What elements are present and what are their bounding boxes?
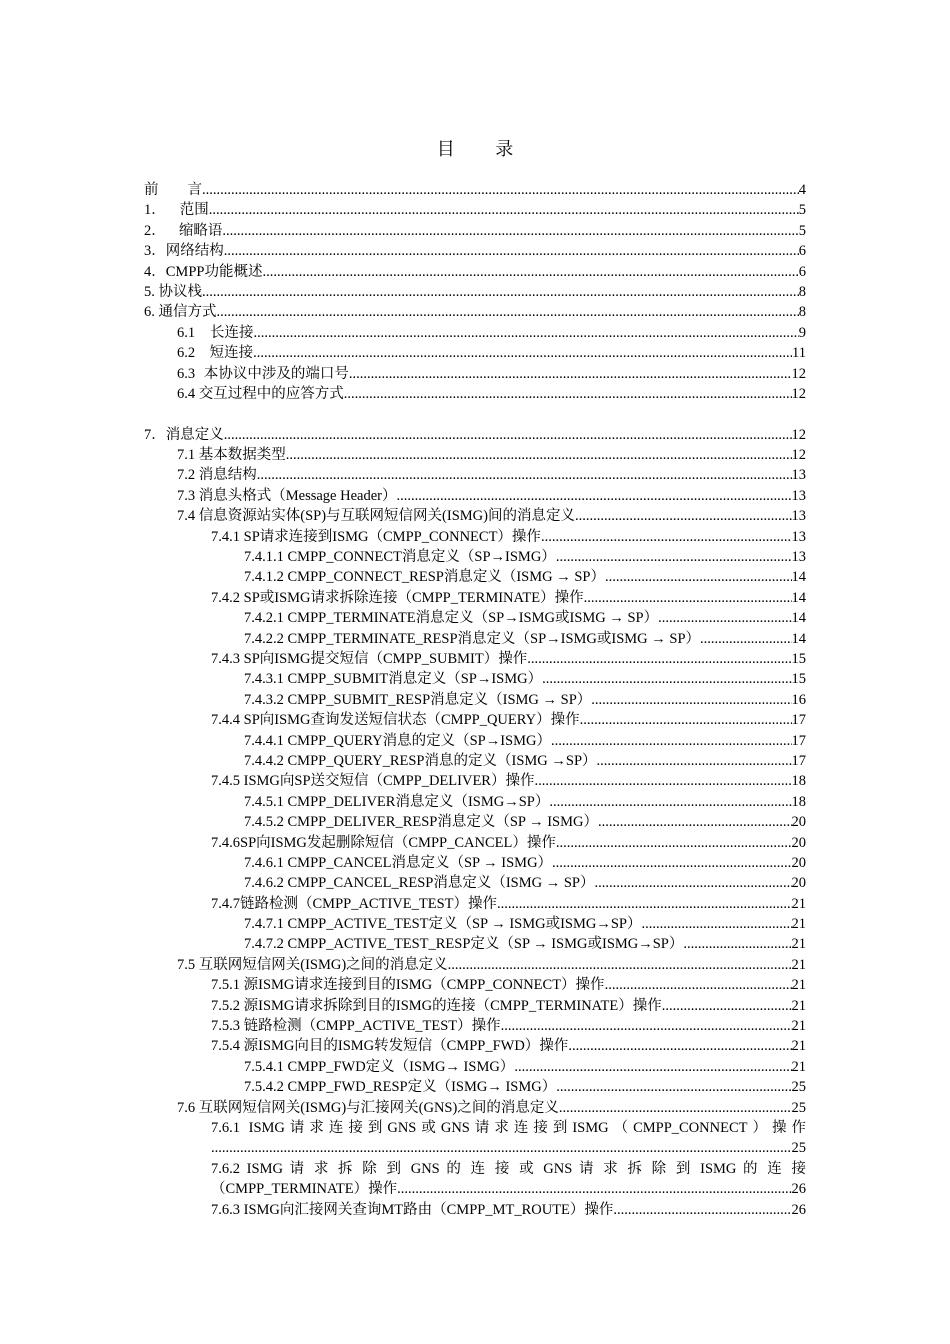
toc-entry-page: 11	[792, 345, 806, 362]
toc-entry-page: 21	[791, 997, 806, 1014]
toc-entry[interactable]	[144, 771, 806, 791]
toc-entry-text: 缩略语	[178, 222, 223, 239]
toc-entry-text: 7.4.4 SP向ISMG查询发送短信状态（CMPP_QUERY）操作	[211, 712, 580, 729]
toc-entry[interactable]	[144, 955, 806, 975]
toc-entry-page: 13	[791, 549, 806, 566]
toc-entry-text: 7.5.4.2 CMPP_FWD_RESP定义（ISMG→ ISMG）	[244, 1079, 557, 1096]
toc-entry-page: 16	[791, 691, 806, 708]
toc-entry-page: 12	[791, 447, 806, 464]
toc-entry-text: 7.6.3 ISMG向汇接网关查询MT路由（CMPP_MT_ROUTE）操作	[211, 1201, 614, 1218]
toc-entry[interactable]	[144, 1200, 806, 1220]
toc-entry-page: 20	[791, 834, 806, 851]
toc-entry[interactable]	[144, 751, 806, 771]
toc-entry-text: 7.4.5 ISMG向SP送交短信（CMPP_DELIVER）操作	[211, 773, 535, 790]
toc-entry[interactable]	[144, 833, 806, 853]
toc-entry[interactable]	[144, 323, 806, 343]
toc-entry-text: 链路检测（CMPP_ACTIVE_TEST）操作	[240, 895, 497, 912]
toc-entry[interactable]	[144, 1118, 806, 1159]
toc-entry[interactable]	[144, 343, 806, 363]
toc-entry[interactable]	[144, 241, 806, 261]
toc-entry[interactable]	[144, 221, 806, 241]
toc-entry-page: 5	[798, 222, 806, 239]
toc-entry[interactable]	[144, 465, 806, 485]
toc-entry-text: 6.4 交互过程中的应答方式	[177, 385, 344, 402]
toc-entry-text: 7.3 消息头格式（Message Header）	[177, 487, 397, 504]
toc-entry-text: 4．CMPP功能概述	[144, 263, 263, 280]
toc-entry[interactable]	[144, 506, 806, 526]
toc-entry-text: 7.2 消息结构	[177, 467, 257, 484]
toc-entry-page: 12	[791, 426, 806, 443]
toc-entry[interactable]	[144, 1077, 806, 1097]
toc-entry-page: 12	[791, 385, 806, 402]
toc-entry-page: 21	[791, 1038, 806, 1055]
toc-entry-text: 7.4.3.1 CMPP_SUBMIT消息定义（SP→ISMG）	[244, 671, 543, 688]
toc-entry-text: 7.4 信息资源站实体(SP)与互联网短信网关(ISMG)间的消息定义	[177, 508, 575, 525]
toc-entry-page: 18	[791, 793, 806, 810]
toc-entry-text: 7.1 基本数据类型	[177, 447, 286, 464]
toc-entry-text: 7.4.7.2 CMPP_ACTIVE_TEST_RESP定义（SP → ISMG或ISMG→SP）	[244, 936, 684, 953]
toc-entry-text: 本协议中涉及的端口号	[203, 365, 349, 382]
toc-entry-text: 7.5.3 链路检测（CMPP_ACTIVE_TEST）操作	[211, 1018, 501, 1035]
toc-entry-page: 13	[791, 528, 806, 545]
toc-entry-page: 14	[791, 589, 806, 606]
toc-entry[interactable]	[144, 1159, 806, 1200]
toc-entry-text: 5. 协议栈	[144, 283, 202, 300]
toc-entry[interactable]	[144, 262, 806, 282]
toc-entry-page: 21	[791, 1058, 806, 1075]
toc-entry-page: 8	[798, 283, 806, 300]
toc-entry[interactable]	[144, 364, 806, 384]
toc-entry[interactable]	[144, 649, 806, 669]
toc-entry[interactable]	[144, 180, 806, 200]
toc-entry-page: 21	[791, 936, 806, 953]
toc-entry-text: 7．消息定义	[144, 426, 224, 443]
toc-entry-page: 21	[791, 895, 806, 912]
toc-entry-text: 短连接	[209, 345, 254, 362]
toc-entry-text: 7.6 互联网短信网关(ISMG)与汇接网关(GNS)之间的消息定义	[177, 1099, 559, 1116]
toc-entry-page: 4	[798, 182, 806, 198]
toc-entry-text: 7.4.5.1 CMPP_DELIVER消息定义（ISMG→SP）	[244, 793, 550, 810]
toc-entry[interactable]	[144, 996, 806, 1016]
toc-entry-text: 7.5.1 源ISMG请求连接到目的ISMG（CMPP_CONNECT）操作	[211, 977, 605, 994]
toc-entry-page: 26	[791, 1181, 806, 1198]
toc-entry-page: 14	[791, 569, 806, 586]
toc-entry[interactable]	[144, 731, 806, 751]
toc-entry-text: 7.4.4.1 CMPP_QUERY消息的定义（SP→ISMG）	[244, 732, 551, 749]
toc-entry[interactable]	[144, 975, 806, 995]
toc-entry-text: 范围	[179, 202, 209, 219]
toc-entry-page: 25	[791, 1079, 806, 1096]
toc-entry-page: 20	[791, 814, 806, 831]
toc-entry[interactable]	[144, 1057, 806, 1077]
toc-entry-text: 7.4.2.1 CMPP_TERMINATE消息定义（SP→ISMG或ISMG → SP）	[244, 610, 659, 627]
toc-entry[interactable]	[144, 588, 806, 608]
toc-entry-page: 13	[791, 467, 806, 484]
toc-entry-text: 7.4.2.2 CMPP_TERMINATE_RESP消息定义（SP→ISMG或ISMG → SP）	[244, 630, 701, 647]
toc-entry[interactable]	[144, 547, 806, 567]
toc-entry-text: 7.4.3.2 CMPP_SUBMIT_RESP消息定义（ISMG → SP）	[244, 691, 592, 708]
toc-entry[interactable]	[144, 384, 806, 404]
toc-entry-number: 6.2	[177, 345, 196, 362]
toc-entry-text: 7.4.3 SP向ISMG提交短信（CMPP_SUBMIT）操作	[211, 650, 528, 667]
toc-entry-page: 21	[791, 1018, 806, 1035]
toc-entry-text: 7.4.2 SP或ISMG请求拆除连接（CMPP_TERMINATE）操作	[211, 589, 584, 606]
toc-entry-text: 长连接	[210, 324, 254, 341]
toc-entry-page: 17	[791, 732, 806, 749]
toc-entry-text: 7.4.5.2 CMPP_DELIVER_RESP消息定义（SP → ISMG）	[244, 814, 598, 831]
toc-entry[interactable]	[144, 853, 806, 873]
toc-entry-number: 6.1	[177, 324, 196, 341]
page-title: 目 录	[436, 139, 532, 159]
toc-entry-page: 17	[791, 712, 806, 729]
toc-entry[interactable]	[144, 486, 806, 506]
toc-entry[interactable]	[144, 873, 806, 893]
toc-entry[interactable]	[144, 690, 806, 710]
toc-entry[interactable]	[144, 812, 806, 832]
toc-entry-page: 25	[791, 1140, 806, 1157]
toc-entry[interactable]	[144, 1098, 806, 1118]
toc-entry-text: 7.4.4.2 CMPP_QUERY_RESP消息的定义（ISMG →SP）	[244, 752, 597, 769]
toc-entry[interactable]	[144, 425, 806, 445]
toc-entry-page: 13	[791, 508, 806, 525]
toc-entry-text: SP向ISMG发起删除短信（CMPP_CANCEL）操作	[240, 834, 556, 851]
toc-entry[interactable]	[144, 894, 806, 914]
toc-entry-text-continued: （CMPP_TERMINATE）操作	[211, 1181, 398, 1198]
toc-entry-page: 13	[791, 487, 806, 504]
toc-entry-text: 7.6.1 ISMG请求连接到GNS或GNS请求连接到ISMG（CMPP_CONNECT）操作	[211, 1119, 806, 1136]
toc-entry[interactable]	[144, 282, 806, 302]
toc-entry-text: 7.4.1 SP请求连接到ISMG（CMPP_CONNECT）操作	[211, 528, 541, 545]
toc-entry-number: 7.4.6	[211, 834, 240, 851]
toc-entry[interactable]	[144, 629, 806, 649]
toc-entry-page: 6	[798, 263, 806, 280]
toc-entry-page: 5	[798, 202, 806, 219]
toc-entry[interactable]	[144, 914, 806, 934]
toc-entry-text: 7.6.2 ISMG 请 求 拆 除 到 GNS 的 连 接 或 GNS 请 求 拆 除 到 ISMG 的 连 接	[211, 1160, 806, 1177]
toc-entry[interactable]	[144, 710, 806, 730]
toc-entry[interactable]	[144, 934, 806, 954]
toc-entry-text: 3．网络结构	[144, 243, 224, 260]
toc-entry-text: 7.5 互联网短信网关(ISMG)之间的消息定义	[177, 956, 448, 973]
toc-entry-page: 18	[791, 773, 806, 790]
toc-entry-text: 7.4.1.2 CMPP_CONNECT_RESP消息定义（ISMG → SP）	[244, 569, 605, 586]
toc-entry-page: 26	[791, 1201, 806, 1218]
toc-entry[interactable]	[144, 302, 806, 322]
toc-entry-text: 7.5.4.1 CMPP_FWD定义（ISMG→ ISMG）	[244, 1058, 515, 1075]
toc-entry-text: 7.5.4 源ISMG向目的ISMG转发短信（CMPP_FWD）操作	[211, 1038, 569, 1055]
toc-entry-text: 7.4.1.1 CMPP_CONNECT消息定义（SP→ISMG）	[244, 549, 556, 566]
toc-entry-number: 6.3	[177, 365, 196, 382]
toc-entry[interactable]	[144, 669, 806, 689]
toc-entry[interactable]	[144, 200, 806, 220]
toc-entry-number: 1．	[144, 202, 166, 219]
toc-entry-page: 21	[791, 977, 806, 994]
toc-entry-page: 20	[791, 854, 806, 871]
toc-entry-text: 6. 通信方式	[144, 304, 217, 321]
toc-entry-text: 7.4.6.1 CMPP_CANCEL消息定义（SP → ISMG）	[244, 854, 553, 871]
toc-entry-page: 21	[791, 916, 806, 933]
toc-entry-text: 7.5.2 源ISMG请求拆除到目的ISMG的连接（CMPP_TERMINATE）操作	[211, 997, 662, 1014]
toc-entry-page: 17	[791, 752, 806, 769]
toc-entry-page: 6	[798, 243, 806, 260]
toc-entry[interactable]	[144, 1036, 806, 1056]
toc-entry-page: 25	[791, 1099, 806, 1116]
toc-entry-page: 15	[791, 671, 806, 688]
toc-entry-text: 7.4.7.1 CMPP_ACTIVE_TEST定义（SP → ISMG或ISMG→SP）	[244, 916, 642, 933]
toc-entry[interactable]	[144, 445, 806, 465]
table-of-contents	[144, 180, 806, 1220]
toc-entry-page: 9	[798, 324, 806, 341]
toc-entry-number: 2．	[144, 222, 166, 239]
toc-entry[interactable]	[144, 1016, 806, 1036]
toc-entry[interactable]	[144, 527, 806, 547]
toc-entry-page: 21	[791, 956, 806, 973]
toc-entry-number: 7.4.7	[211, 895, 240, 912]
toc-entry-page: 14	[791, 630, 806, 647]
toc-entry-page: 20	[791, 875, 806, 892]
toc-entry-page: 15	[791, 650, 806, 667]
toc-entry[interactable]	[144, 792, 806, 812]
toc-entry-page: 8	[798, 304, 806, 321]
toc-entry-page: 12	[791, 365, 806, 382]
toc-entry-text: 7.4.6.2 CMPP_CANCEL_RESP消息定义（ISMG → SP）	[244, 875, 595, 892]
toc-entry[interactable]	[144, 608, 806, 628]
toc-entry[interactable]	[144, 567, 806, 587]
toc-entry-text: 前 言	[144, 182, 202, 198]
toc-entry-page: 14	[791, 610, 806, 627]
